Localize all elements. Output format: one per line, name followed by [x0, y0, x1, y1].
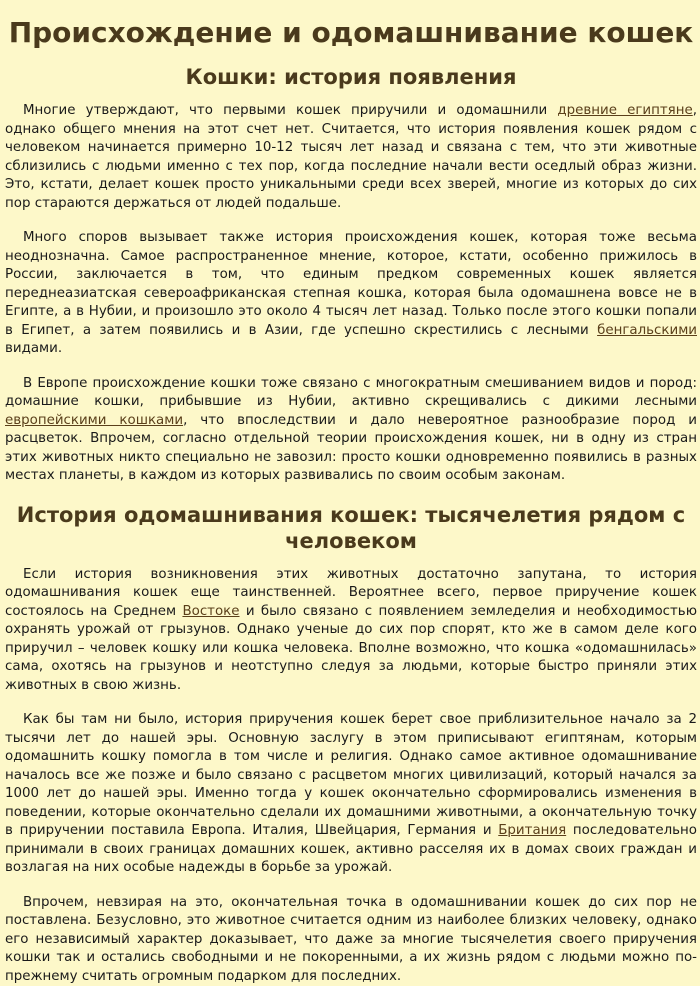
paragraph — [5, 229, 697, 359]
page-title: Происхождение и одомашнивание кошек — [5, 14, 697, 52]
link-britain[interactable]: Британия — [498, 823, 566, 838]
paragraph — [5, 711, 697, 878]
paragraph — [5, 375, 697, 486]
paragraph — [5, 102, 697, 213]
link-ancient-egyptians[interactable]: древние египтяне — [557, 103, 692, 118]
link-bengal[interactable]: бенгальскими — [597, 323, 697, 338]
paragraph-text: Много споров вызывает также история происхождения кошек, которая тоже весьма неоднозначна. Самое распространенное мнение, которое, кстати, особенно прижилось в России, заключается в том, что единым предком современных кошек является переднеазиатская североафриканская степная кошка, которая была одомашнена вовсе не в Египте, а в Нубии, и произошло это около 4 тысяч лет назад. Только после этого кошки попали в Египет, а затем появились и в Азии, где успешно скрестились с лесными — [5, 230, 697, 338]
paragraph-text: последовательно принимали в своих границах домашних кошек, активно расселяя их в домах своих граждан и возлагая на них особые надежды в борьбе за урожай. — [5, 823, 697, 875]
paragraph-text: , однако общего мнения на этот счет нет. Считается, что история появления кошек рядом с человеком начинается примерно 10-12 тысяч лет назад и связана с тем, что эти животные сблизились с людьми именно с тех пор, когда последние начали вести оседлый образ жизни. Это, кстати, делает кошек просто уникальными среди всех зверей, многие из которых до сих пор стараются держаться от людей подальше. — [5, 103, 697, 211]
paragraph-text: видами. — [5, 341, 62, 356]
section-heading-domestication: История одомашнивания кошек: тысячелетия рядом с человеком — [5, 502, 697, 554]
paragraph — [5, 566, 697, 696]
paragraph-text: В Европе происхождение кошки тоже связано с многократным смешиванием видов и пород: домашние кошки, прибывшие из Нубии, активно скрещивались с дикими лесными — [5, 376, 697, 410]
section-heading-origin: Кошки: история появления — [5, 64, 697, 90]
paragraph-text: и было связано с появлением земледелия и необходимостью охранять урожай от грызунов. Однако ученые до сих пор спорят, кто же в самом деле кого приручил – человек кошку или кошка человека. Вполне возможно, что кошка «одомашнилась» сама, охотясь на грызунов и неотступно следуя за людьми, которые быстро приняли этих животных в свою жизнь. — [5, 604, 697, 693]
link-east[interactable]: Востоке — [182, 604, 239, 619]
link-european-cats[interactable]: европейскими кошками — [5, 413, 183, 428]
paragraph-text: Как бы там ни было, история приручения кошек берет свое приблизительное начало за 2 тысячи лет до нашей эры. Основную заслугу в этом приписывают египтянам, которым одомашнить кошку помогла в том числе и религия. Однако самое активное одомашнивание началось все же позже и было связано с расцветом многих цивилизаций, который начался за 1000 лет до нашей эры. Именно тогда у кошек окончательно сформировались изменения в поведении, которые окончательно сделали их домашними животными, а окончательную точку в приручении поставила Европа. Италия, Швейцария, Германия и — [5, 712, 697, 838]
paragraph-text: Если история возникновения этих животных достаточно запутана, то история одомашнивания кошек еще таинственней. Вероятнее всего, первое приручение кошек состоялось на Среднем — [5, 567, 697, 619]
paragraph: Впрочем, невзирая на это, окончательная точка в одомашнивании кошек до сих пор не поставлена. Безусловно, это животное считается одним из наиболее близких человеку, однако его независимый характер доказывает, что даже за многие тысячелетия своего приручения кошки так и остались свободными и не покоренными, а их жизнь рядом с людьми можно по-прежнему считать огромным подарком для последних. — [5, 894, 697, 986]
paragraph-text: Многие утверждают, что первыми кошек приручили и одомашнили — [23, 103, 557, 118]
paragraph-text: , что впоследствии и дало невероятное разнообразие пород и расцветок. Впрочем, согласно отдельной теории происхождения кошек, ни в одну из стран этих животных никто специально не завозил: просто кошки одновременно появились в разных местах планеты, в каждом из которых развивались по своим особым законам. — [5, 413, 697, 484]
